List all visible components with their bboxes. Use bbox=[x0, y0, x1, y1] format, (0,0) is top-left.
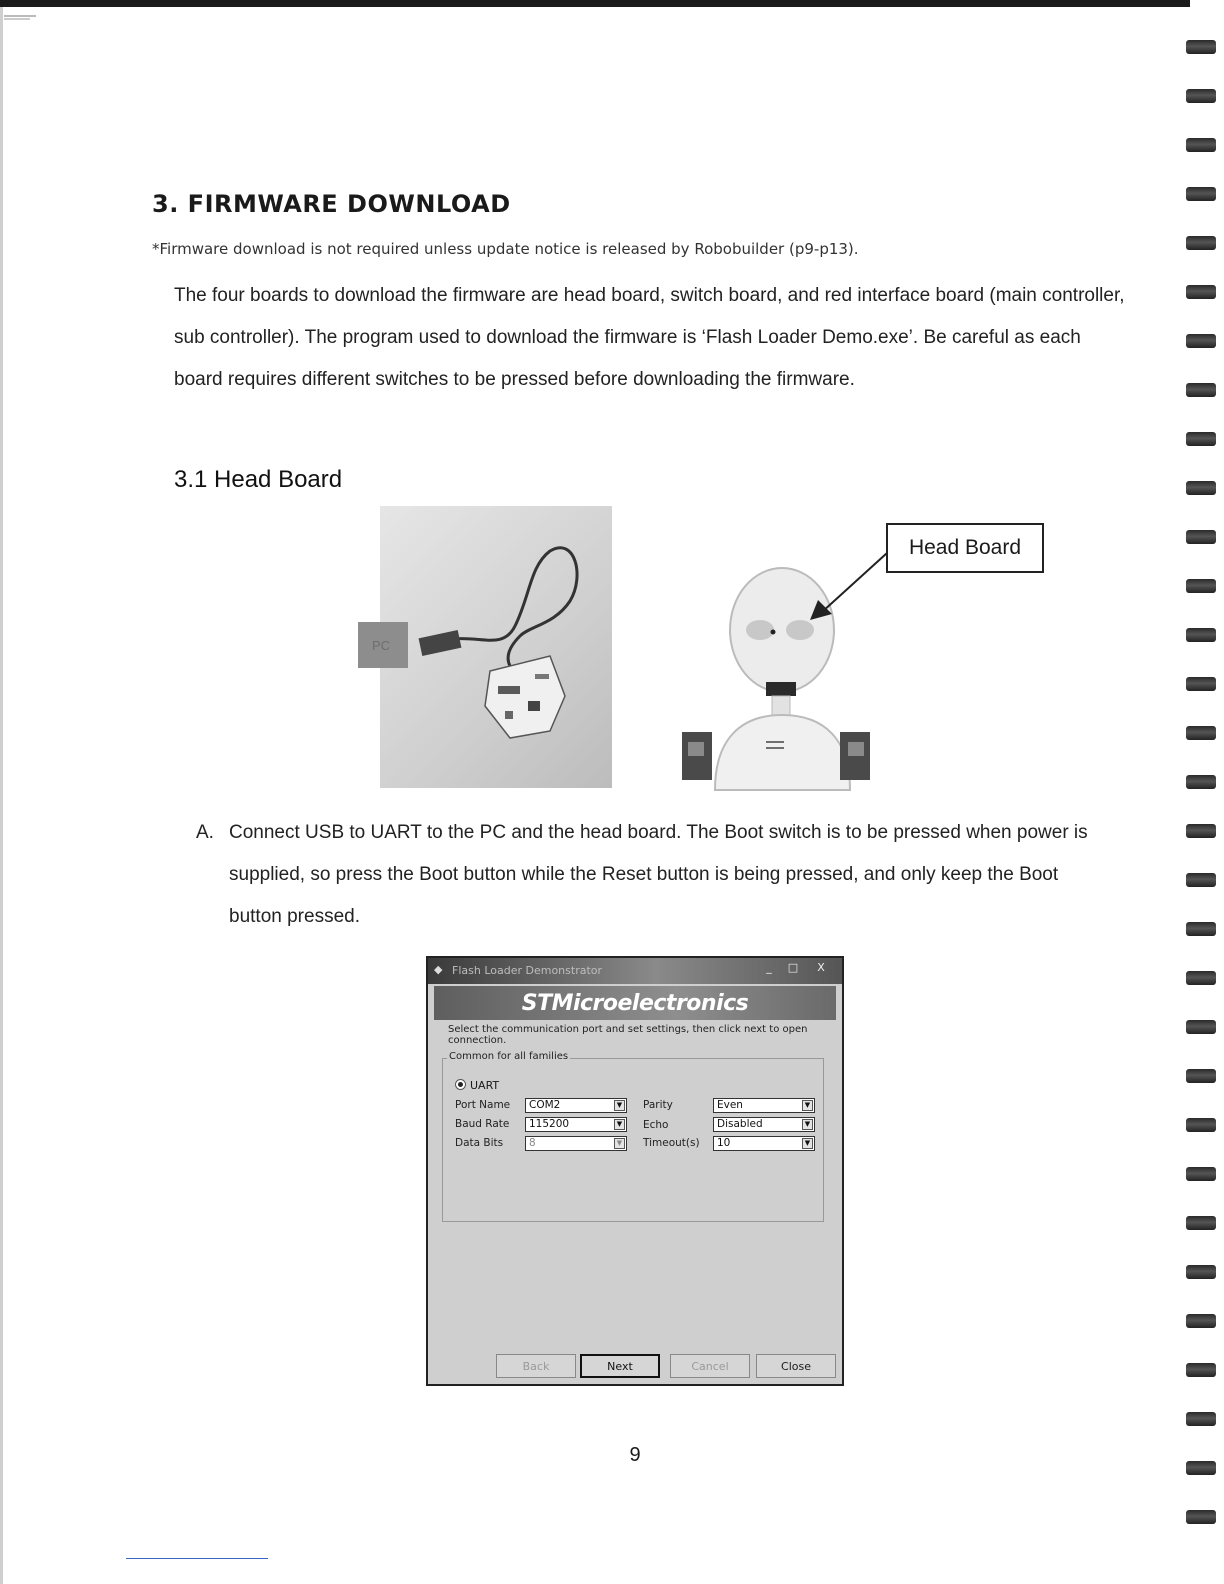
page-left-border bbox=[0, 7, 3, 1584]
robot-photo bbox=[660, 520, 910, 800]
common-families-group bbox=[442, 1051, 824, 1222]
baud-rate-select[interactable] bbox=[525, 1117, 627, 1132]
back-button[interactable]: Back bbox=[496, 1354, 576, 1378]
cancel-button[interactable]: Cancel bbox=[670, 1354, 750, 1378]
spiral-ring bbox=[1186, 1363, 1216, 1377]
head-board-photo bbox=[380, 506, 612, 788]
spiral-ring bbox=[1186, 1412, 1216, 1426]
group-label: Common for all families bbox=[449, 1051, 569, 1062]
corner-scan-mark bbox=[0, 14, 38, 22]
step-a-marker: A. bbox=[196, 822, 214, 843]
echo-label: Echo bbox=[643, 1119, 669, 1131]
spiral-ring bbox=[1186, 1167, 1216, 1181]
head-board-callout: Head Board bbox=[886, 523, 1044, 573]
uart-radio[interactable] bbox=[455, 1079, 499, 1092]
download-note: *Firmware download is not required unless update notice is released by Robobuilder (p9-p13). bbox=[152, 240, 859, 258]
parity-value: Even bbox=[717, 1099, 743, 1111]
echo-value: Disabled bbox=[717, 1118, 763, 1130]
parity-select[interactable] bbox=[713, 1098, 815, 1113]
dialog-titlebar[interactable] bbox=[428, 958, 842, 984]
spiral-ring bbox=[1186, 971, 1216, 985]
spiral-ring bbox=[1186, 824, 1216, 838]
timeout-select[interactable] bbox=[713, 1136, 815, 1151]
brand-banner: STMicroelectronics bbox=[434, 986, 836, 1020]
dialog-instruction: Select the communication port and set settings, then click next to open connection. bbox=[448, 1024, 808, 1046]
spiral-ring bbox=[1186, 187, 1216, 201]
chevron-down-icon[interactable]: ▼ bbox=[614, 1138, 625, 1149]
data-bits-value: 8 bbox=[529, 1137, 536, 1149]
minimize-button[interactable]: _ bbox=[766, 961, 772, 974]
spiral-ring bbox=[1186, 628, 1216, 642]
step-a bbox=[196, 812, 1096, 938]
next-button[interactable]: Next bbox=[580, 1354, 660, 1378]
spiral-ring bbox=[1186, 873, 1216, 887]
section-title: 3. FIRMWARE DOWNLOAD bbox=[152, 190, 511, 218]
uart-radio-label: UART bbox=[470, 1079, 500, 1092]
port-name-value: COM2 bbox=[529, 1099, 561, 1111]
data-bits-label: Data Bits bbox=[455, 1137, 504, 1149]
baud-rate-label: Baud Rate bbox=[455, 1118, 510, 1130]
echo-select[interactable] bbox=[713, 1117, 815, 1132]
chevron-down-icon[interactable]: ▼ bbox=[802, 1119, 813, 1130]
spiral-ring bbox=[1186, 775, 1216, 789]
parity-label: Parity bbox=[643, 1099, 673, 1111]
port-name-label: Port Name bbox=[455, 1099, 511, 1111]
spiral-ring bbox=[1186, 1069, 1216, 1083]
spiral-ring bbox=[1186, 1314, 1216, 1328]
spiral-ring bbox=[1186, 579, 1216, 593]
close-window-button[interactable]: X bbox=[817, 961, 825, 974]
spiral-ring bbox=[1186, 40, 1216, 54]
flash-loader-dialog bbox=[426, 956, 844, 1386]
maximize-button[interactable]: □ bbox=[787, 961, 799, 974]
pc-label: PC bbox=[372, 637, 391, 653]
spiral-binding bbox=[1186, 40, 1218, 1560]
spiral-ring bbox=[1186, 481, 1216, 495]
chevron-down-icon[interactable]: ▼ bbox=[614, 1100, 625, 1111]
step-a-text: Connect USB to UART to the PC and the head board. The Boot switch is to be pressed when power is supplied, so press the Boot button while the Reset button is being pressed, and only keep the Boot button pressed. bbox=[229, 822, 1088, 927]
data-bits-select[interactable] bbox=[525, 1136, 627, 1151]
spiral-ring bbox=[1186, 1020, 1216, 1034]
spiral-ring bbox=[1186, 89, 1216, 103]
spiral-ring bbox=[1186, 726, 1216, 740]
page-top-border bbox=[0, 0, 1190, 7]
spiral-ring bbox=[1186, 334, 1216, 348]
spiral-ring bbox=[1186, 1265, 1216, 1279]
spiral-ring bbox=[1186, 236, 1216, 250]
spiral-ring bbox=[1186, 1118, 1216, 1132]
timeout-value: 10 bbox=[717, 1137, 731, 1149]
spiral-ring bbox=[1186, 432, 1216, 446]
chevron-down-icon[interactable]: ▼ bbox=[802, 1100, 813, 1111]
footer-rule bbox=[126, 1558, 268, 1559]
pc-label-box bbox=[358, 622, 408, 668]
spiral-ring bbox=[1186, 922, 1216, 936]
spiral-ring bbox=[1186, 138, 1216, 152]
spiral-ring bbox=[1186, 530, 1216, 544]
dialog-title: Flash Loader Demonstrator bbox=[452, 964, 603, 977]
spiral-ring bbox=[1186, 677, 1216, 691]
timeout-label: Timeout(s) bbox=[643, 1137, 700, 1149]
chevron-down-icon[interactable]: ▼ bbox=[802, 1138, 813, 1149]
page-number: 9 bbox=[629, 1444, 641, 1466]
subsection-title: 3.1 Head Board bbox=[174, 466, 343, 493]
baud-rate-value: 115200 bbox=[529, 1118, 570, 1130]
intro-paragraph: The four boards to download the firmware are head board, switch board, and red interface board (main controller, sub controller). The program used to download the firmware is ‘Flash Loader Demo.exe’. Be careful as each board requires different switches to be pressed before downloading the firmware. bbox=[174, 285, 1125, 390]
spiral-ring bbox=[1186, 1510, 1216, 1524]
chevron-down-icon[interactable]: ▼ bbox=[614, 1119, 625, 1130]
dialog-button-bar bbox=[428, 1352, 842, 1382]
radio-selected-icon bbox=[455, 1079, 466, 1090]
port-name-select[interactable] bbox=[525, 1098, 627, 1113]
spiral-ring bbox=[1186, 1216, 1216, 1230]
spiral-ring bbox=[1186, 383, 1216, 397]
close-button[interactable]: Close bbox=[756, 1354, 836, 1378]
app-icon: ◆ bbox=[434, 963, 443, 976]
spiral-ring bbox=[1186, 285, 1216, 299]
